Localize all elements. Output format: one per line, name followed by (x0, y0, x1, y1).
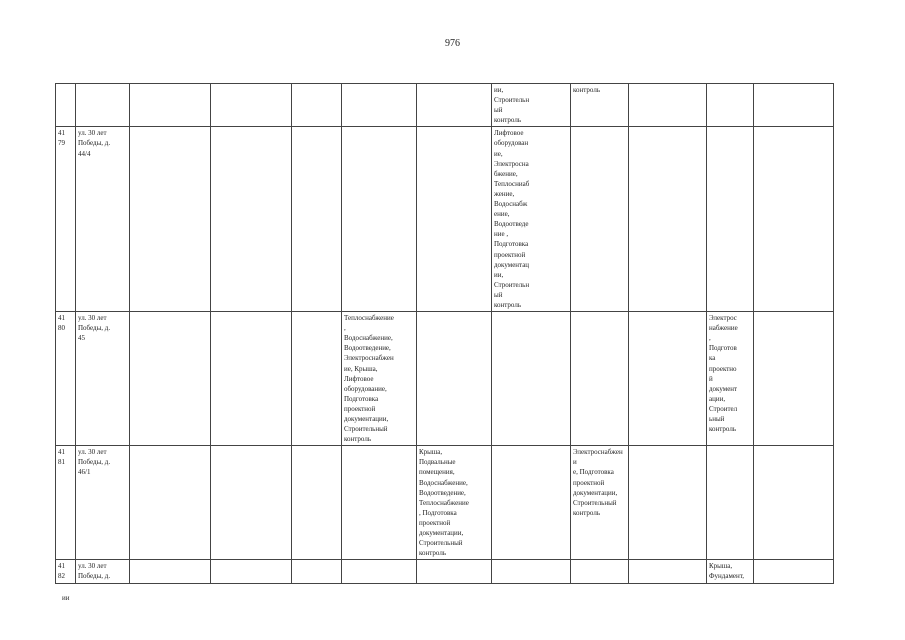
table-cell (292, 446, 342, 560)
table-cell (130, 84, 211, 127)
work-list-cell: Лифтовое оборудован ие, Электросна бжение, Теплосниаб жение, Водоснабж ение, Водоотведе ние , Подготовка проектной документац ии, Строительн ый контроль (492, 127, 571, 312)
table-cell (754, 127, 834, 312)
table-cell (292, 84, 342, 127)
table-cell (629, 127, 707, 312)
table-cell (492, 312, 571, 446)
work-list-cell: Электроснабжени е, Подготовка проектной документации, Строительный контроль (571, 446, 629, 560)
address-cell: ул. 30 лет Победы, д. 45 (76, 312, 130, 446)
page-number: 976 (445, 38, 460, 49)
row-number (56, 84, 76, 127)
table-cell (342, 446, 417, 560)
table-cell (754, 312, 834, 446)
work-list-cell: Крыша, Фундамент, (707, 560, 754, 583)
table-cell (707, 127, 754, 312)
table-cell (211, 312, 292, 446)
table-cell (629, 84, 707, 127)
table-cell (342, 84, 417, 127)
row-number: 41 82 (56, 560, 76, 583)
table-row (56, 446, 834, 560)
row-number: 41 80 (56, 312, 76, 446)
table-cell (754, 446, 834, 560)
table-cell (571, 560, 629, 583)
table-cell (492, 446, 571, 560)
table-cell (571, 312, 629, 446)
address-cell: ул. 30 лет Победы, д. 46/1 (76, 446, 130, 560)
table-cell (130, 127, 211, 312)
table-cell (629, 312, 707, 446)
table-cell (292, 127, 342, 312)
address-cell: ул. 30 лет Победы, д. 44/4 (76, 127, 130, 312)
table-cell (417, 560, 492, 583)
table-cell (754, 560, 834, 583)
address-cell: ул. 30 лет Победы, д. (76, 560, 130, 583)
table-cell (342, 127, 417, 312)
table-cell (130, 446, 211, 560)
table-cell (130, 312, 211, 446)
table-row (56, 312, 834, 446)
table-cell (211, 560, 292, 583)
row-number: 41 81 (56, 446, 76, 560)
table-cell (417, 127, 492, 312)
footer-mark: ии (62, 594, 70, 602)
work-list-cell: Теплоснабжение , Водоснабжение, Водоотведение, Электроснабжен ие, Крыша, Лифтовое оборудование, Подготовка проектной документации, Строительный контроль (342, 312, 417, 446)
table-cell (754, 84, 834, 127)
table-cell (292, 312, 342, 446)
table-row (56, 560, 834, 583)
work-list-cell: контроль (571, 84, 629, 127)
table-cell (492, 560, 571, 583)
work-list-cell: Крыша, Подвальные помещения, Водоснабжение, Водоотведение, Теплоснабжение , Подготовка проектной документации, Строительный контроль (417, 446, 492, 560)
table-cell (707, 84, 754, 127)
table-cell (211, 446, 292, 560)
table-cell (571, 127, 629, 312)
table-row (56, 127, 834, 312)
table-cell (417, 84, 492, 127)
table-row (56, 84, 834, 127)
table-cell (629, 446, 707, 560)
table-cell (211, 127, 292, 312)
row-number: 41 79 (56, 127, 76, 312)
address-cell (76, 84, 130, 127)
table-cell (707, 446, 754, 560)
table-cell (211, 84, 292, 127)
repair-schedule-table (55, 83, 834, 584)
table-cell (417, 312, 492, 446)
work-list-cell: ии, Строительн ый контроль (492, 84, 571, 127)
work-list-cell: Электрос набжение , Подготов ка проектно й документ ации, Строител ьный контроль (707, 312, 754, 446)
table-cell (629, 560, 707, 583)
table-cell (130, 560, 211, 583)
table-cell (292, 560, 342, 583)
table-cell (342, 560, 417, 583)
